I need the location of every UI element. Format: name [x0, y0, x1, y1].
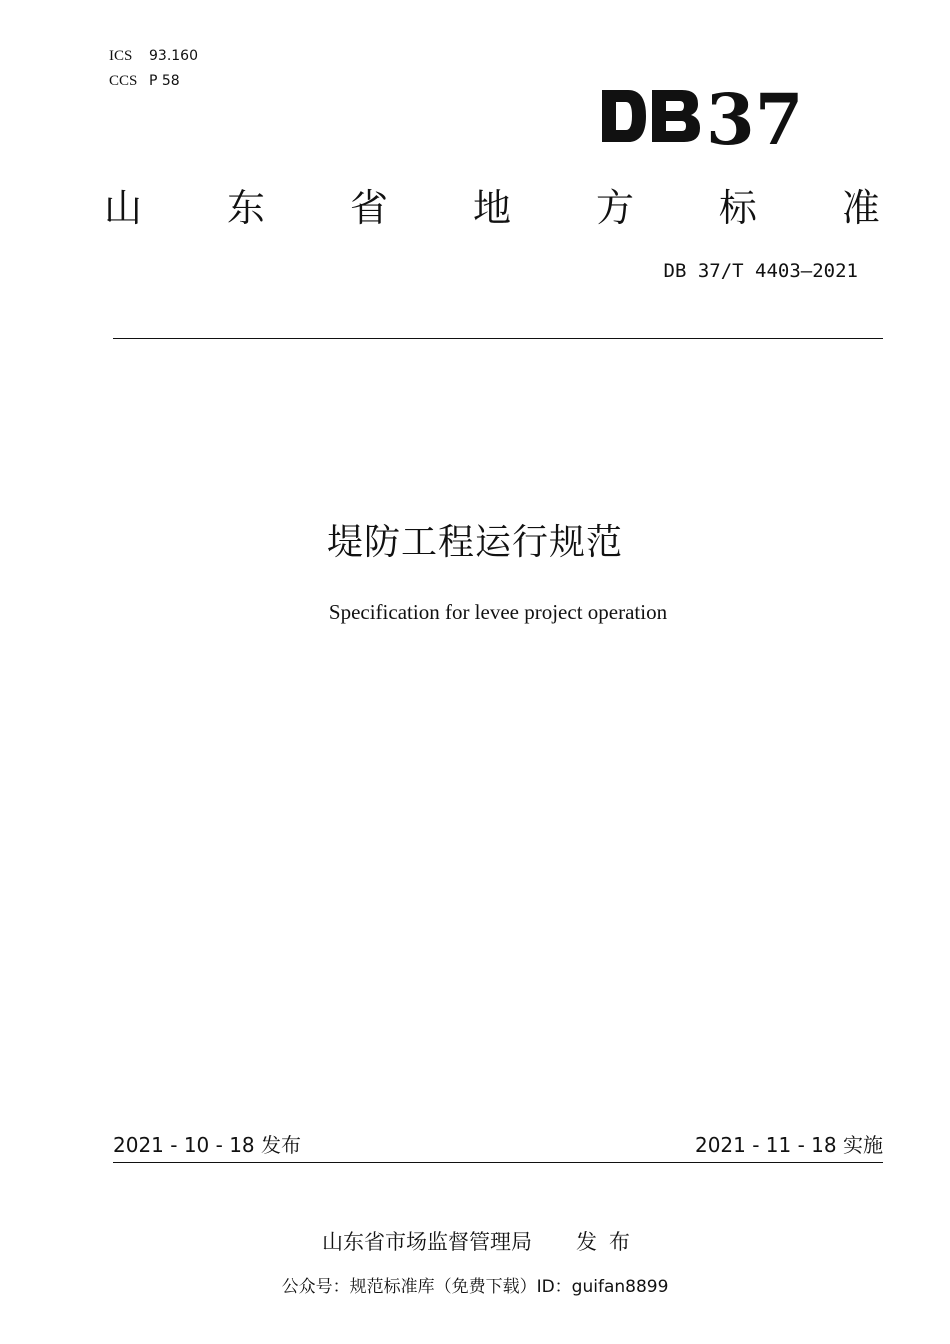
category-char: 方 — [595, 186, 634, 230]
ics-code — [109, 46, 198, 65]
implementation-date: 2021 - 11 - 18 实施 — [694, 1133, 883, 1157]
issue-date: 2021 - 10 - 18 发布 — [113, 1133, 302, 1157]
publisher-name: 山东省市场监督管理局 — [322, 1230, 532, 1254]
document-title: 堤防工程运行规范 — [326, 522, 623, 563]
category-char: 准 — [841, 186, 880, 230]
ics-label: ICS — [109, 48, 133, 64]
document-subtitle-en: Specification for levee project operation — [328, 600, 668, 624]
standard-number: DB 37/T 4403—2021 — [663, 260, 858, 282]
svg-text:37: 37 — [706, 80, 804, 152]
footer-note: 公众号：规范标准库（免费下载）ID：guifan8899 — [281, 1277, 669, 1297]
ccs-code — [109, 71, 180, 90]
category-char: 山 — [104, 186, 143, 230]
publisher-action: 发布 — [576, 1230, 642, 1254]
category-char: 标 — [718, 186, 757, 230]
ccs-value: P 58 — [149, 73, 180, 89]
standard-category-title — [104, 184, 880, 232]
category-char: 地 — [472, 186, 511, 230]
bottom-divider — [113, 1162, 883, 1163]
top-divider — [113, 338, 883, 339]
ics-value: 93.160 — [149, 48, 198, 64]
db37-logo — [598, 80, 813, 152]
category-char: 东 — [226, 186, 265, 230]
publisher-line — [322, 1228, 642, 1256]
ccs-label: CCS — [109, 73, 138, 89]
category-char: 省 — [349, 186, 388, 230]
